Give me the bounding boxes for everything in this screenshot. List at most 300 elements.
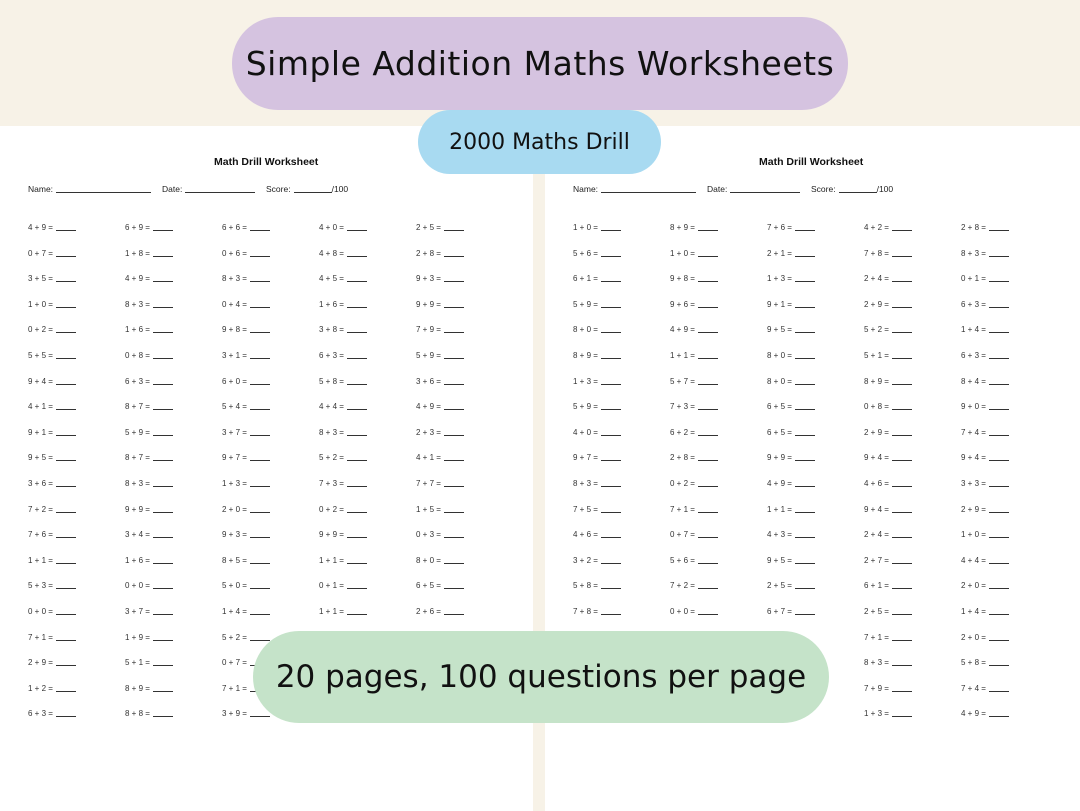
question-item (864, 505, 912, 514)
question-text: 2 + 9 = (961, 504, 986, 514)
question-item (961, 402, 1009, 411)
answer-blank (444, 274, 464, 282)
answer-blank (892, 479, 912, 487)
answer-blank (989, 684, 1009, 692)
question-text: 2 + 9 = (864, 427, 889, 437)
question-text: 0 + 6 = (222, 248, 247, 258)
question-item (28, 505, 76, 514)
banner-footer: 20 pages, 100 questions per page (275, 659, 807, 695)
answer-blank (795, 351, 815, 359)
question-text: 1 + 4 = (961, 607, 986, 616)
answer-blank (795, 325, 815, 333)
answer-blank (795, 556, 815, 564)
answer-blank (153, 633, 173, 641)
answer-blank (892, 223, 912, 231)
question-text: 0 + 0 = (28, 607, 53, 616)
question-item (416, 607, 464, 616)
question-text: 9 + 3 = (416, 274, 441, 284)
answer-blank (892, 428, 912, 436)
question-text: 4 + 5 = (319, 274, 344, 284)
answer-blank (795, 274, 815, 282)
question-item (961, 684, 1009, 693)
question-text: 9 + 5 = (767, 325, 792, 335)
question-item (125, 428, 173, 437)
answer-blank (56, 658, 76, 666)
question-item (28, 249, 76, 258)
question-text: 7 + 9 = (864, 683, 889, 693)
question-text: 5 + 7 = (670, 376, 695, 386)
question-item (28, 530, 76, 539)
question-text: 2 + 4 = (864, 274, 889, 284)
question-item (28, 658, 76, 667)
question-text: 7 + 2 = (28, 504, 53, 514)
question-item (28, 428, 76, 437)
question-text: 1 + 1 = (319, 555, 344, 565)
question-item (222, 505, 270, 514)
question-item (222, 223, 270, 232)
question-item (28, 607, 76, 616)
question-item (670, 274, 718, 283)
answer-blank (250, 556, 270, 564)
question-item (961, 377, 1009, 386)
question-item (319, 377, 367, 386)
question-item (125, 274, 173, 283)
question-text: 0 + 3 = (416, 530, 441, 540)
question-text: 5 + 3 = (28, 581, 53, 591)
question-item (767, 505, 815, 514)
question-text: 4 + 8 = (319, 248, 344, 258)
question-item (416, 249, 464, 258)
question-item (125, 581, 173, 590)
date-field (162, 183, 255, 194)
question-text: 5 + 9 = (573, 402, 598, 412)
question-item (864, 658, 912, 667)
question-text: 8 + 0 = (767, 376, 792, 386)
answer-blank (601, 607, 621, 615)
question-text: 1 + 6 = (319, 299, 344, 309)
question-text: 4 + 1 = (416, 453, 441, 463)
question-text: 4 + 2 = (864, 223, 889, 232)
answer-blank (892, 453, 912, 461)
question-text: 5 + 9 = (416, 351, 441, 360)
answer-blank (153, 453, 173, 461)
answer-blank (56, 274, 76, 282)
question-item (767, 300, 815, 309)
question-item (573, 428, 621, 437)
question-text: 4 + 9 = (125, 274, 150, 284)
name-label: Name: (573, 184, 599, 194)
answer-blank (698, 505, 718, 513)
question-item (864, 428, 912, 437)
question-item (319, 581, 367, 590)
question-item (670, 377, 718, 386)
question-item (222, 633, 270, 642)
question-text: 5 + 2 = (864, 325, 889, 335)
answer-blank (892, 709, 912, 717)
question-text: 1 + 5 = (416, 504, 441, 514)
question-item (28, 556, 76, 565)
question-item (767, 325, 815, 334)
question-item (28, 274, 76, 283)
answer-blank (347, 351, 367, 359)
question-text: 3 + 1 = (222, 351, 247, 360)
question-item (222, 428, 270, 437)
answer-blank (601, 402, 621, 410)
answer-blank (989, 274, 1009, 282)
question-item (573, 402, 621, 411)
answer-blank (795, 223, 815, 231)
question-text: 6 + 2 = (670, 427, 695, 437)
question-item (416, 274, 464, 283)
question-text: 1 + 8 = (125, 248, 150, 258)
answer-blank (56, 709, 76, 717)
question-text: 9 + 4 = (864, 504, 889, 514)
answer-blank (347, 453, 367, 461)
banner-title: Simple Addition Maths Worksheets (245, 44, 835, 83)
question-item (319, 556, 367, 565)
question-text: 0 + 0 = (670, 607, 695, 616)
worksheet-title: Math Drill Worksheet (759, 156, 864, 168)
answer-blank (153, 223, 173, 231)
question-item (670, 223, 718, 232)
answer-blank (153, 607, 173, 615)
answer-blank (989, 453, 1009, 461)
question-text: 1 + 0 = (28, 299, 53, 309)
answer-blank (56, 351, 76, 359)
title-banner (232, 17, 848, 110)
question-item (28, 402, 76, 411)
question-text: 9 + 5 = (28, 453, 53, 463)
answer-blank (698, 479, 718, 487)
question-item (319, 351, 367, 360)
question-item (125, 351, 173, 360)
answer-blank (892, 351, 912, 359)
question-item (961, 633, 1009, 642)
question-text: 8 + 0 = (573, 325, 598, 335)
answer-blank (795, 300, 815, 308)
question-item (767, 607, 815, 616)
question-text: 9 + 9 = (416, 299, 441, 309)
question-item (864, 530, 912, 539)
answer-blank (892, 274, 912, 282)
answer-blank (698, 556, 718, 564)
answer-blank (989, 633, 1009, 641)
question-text: 7 + 3 = (319, 479, 344, 488)
answer-blank (892, 607, 912, 615)
answer-blank (444, 607, 464, 615)
date-label: Date: (707, 184, 728, 194)
question-item (28, 479, 76, 488)
question-item (573, 530, 621, 539)
question-text: 5 + 0 = (222, 581, 247, 591)
answer-blank (250, 530, 270, 538)
question-text: 5 + 9 = (125, 427, 150, 437)
question-item (573, 249, 621, 258)
answer-blank (989, 402, 1009, 410)
answer-blank (698, 428, 718, 436)
question-item (28, 223, 76, 232)
question-item (319, 223, 367, 232)
answer-blank (347, 581, 367, 589)
question-text: 4 + 0 = (573, 427, 598, 437)
question-item (573, 351, 621, 360)
question-text: 9 + 7 = (573, 453, 598, 463)
answer-blank (601, 556, 621, 564)
answer-blank (347, 223, 367, 231)
question-text: 8 + 0 = (767, 351, 792, 360)
answer-blank (153, 428, 173, 436)
question-item (864, 300, 912, 309)
question-item (28, 351, 76, 360)
question-item (864, 351, 912, 360)
question-text: 0 + 2 = (28, 325, 53, 335)
answer-blank (989, 530, 1009, 538)
answer-blank (56, 633, 76, 641)
answer-blank (892, 402, 912, 410)
question-item (670, 530, 718, 539)
question-text: 3 + 9 = (222, 709, 247, 719)
question-item (767, 274, 815, 283)
question-item (670, 453, 718, 462)
question-text: 1 + 3 = (222, 479, 247, 488)
answer-blank (698, 274, 718, 282)
answer-blank (56, 607, 76, 615)
answer-blank (347, 556, 367, 564)
question-item (961, 274, 1009, 283)
question-text: 6 + 6 = (222, 223, 247, 232)
answer-blank (250, 325, 270, 333)
question-item (864, 709, 912, 718)
answer-blank (892, 325, 912, 333)
question-item (222, 556, 270, 565)
score-label: Score: (266, 184, 291, 194)
question-text: 6 + 5 = (416, 581, 441, 591)
question-text: 6 + 1 = (573, 274, 598, 284)
question-text: 3 + 8 = (319, 325, 344, 335)
question-text: 0 + 1 = (319, 581, 344, 591)
question-item (767, 479, 815, 488)
question-item (961, 505, 1009, 514)
question-text: 2 + 8 = (961, 223, 986, 232)
answer-blank (250, 300, 270, 308)
answer-blank (601, 581, 621, 589)
question-item (767, 556, 815, 565)
question-item (125, 505, 173, 514)
question-text: 2 + 5 = (864, 607, 889, 616)
question-item (767, 530, 815, 539)
question-item (125, 479, 173, 488)
question-text: 7 + 2 = (670, 581, 695, 591)
question-text: 4 + 6 = (573, 530, 598, 540)
question-item (125, 684, 173, 693)
answer-blank (989, 223, 1009, 231)
answer-blank (444, 351, 464, 359)
answer-blank (989, 709, 1009, 717)
question-text: 3 + 6 = (28, 479, 53, 488)
question-text: 6 + 9 = (125, 223, 150, 232)
subtitle-banner (418, 110, 661, 174)
question-item (416, 530, 464, 539)
question-text: 2 + 0 = (222, 504, 247, 514)
question-text: 8 + 0 = (416, 555, 441, 565)
question-item (961, 223, 1009, 232)
question-item (767, 402, 815, 411)
answer-blank (347, 300, 367, 308)
question-item (319, 249, 367, 258)
question-text: 8 + 3 = (125, 299, 150, 309)
name-field (28, 183, 151, 194)
question-item (961, 556, 1009, 565)
question-text: 7 + 4 = (961, 427, 986, 437)
answer-blank (56, 556, 76, 564)
answer-blank (892, 530, 912, 538)
question-item (319, 402, 367, 411)
question-item (416, 428, 464, 437)
answer-blank (892, 658, 912, 666)
answer-blank (892, 556, 912, 564)
question-text: 0 + 8 = (125, 351, 150, 360)
answer-blank (601, 377, 621, 385)
question-text: 3 + 7 = (125, 607, 150, 616)
question-item (28, 709, 76, 718)
question-item (767, 377, 815, 386)
question-text: 3 + 6 = (416, 376, 441, 386)
question-item (864, 479, 912, 488)
answer-blank (698, 351, 718, 359)
question-item (222, 607, 270, 616)
question-text: 7 + 1 = (864, 632, 889, 642)
answer-blank (250, 351, 270, 359)
answer-blank (347, 274, 367, 282)
question-item (222, 377, 270, 386)
answer-blank (698, 223, 718, 231)
question-text: 3 + 2 = (573, 555, 598, 565)
question-text: 9 + 7 = (222, 453, 247, 463)
question-text: 5 + 8 = (573, 581, 598, 591)
question-item (670, 428, 718, 437)
question-text: 1 + 0 = (670, 248, 695, 258)
score-field (811, 183, 893, 194)
question-text: 8 + 3 = (222, 274, 247, 284)
answer-blank (56, 684, 76, 692)
question-text: 6 + 3 = (961, 299, 986, 309)
answer-blank (444, 556, 464, 564)
question-item (319, 300, 367, 309)
answer-blank (795, 453, 815, 461)
question-text: 2 + 7 = (864, 555, 889, 565)
answer-blank (347, 377, 367, 385)
question-text: 1 + 4 = (961, 325, 986, 335)
question-item (222, 581, 270, 590)
question-text: 5 + 6 = (670, 555, 695, 565)
answer-blank (601, 274, 621, 282)
question-text: 1 + 1 = (767, 504, 792, 514)
answer-blank (347, 249, 367, 257)
answer-blank (795, 377, 815, 385)
question-item (961, 658, 1009, 667)
question-item (573, 377, 621, 386)
question-item (573, 556, 621, 565)
question-text: 1 + 1 = (670, 351, 695, 360)
question-item (573, 223, 621, 232)
question-item (961, 709, 1009, 718)
question-item (28, 377, 76, 386)
answer-blank (56, 505, 76, 513)
question-text: 7 + 8 = (573, 607, 598, 616)
question-text: 8 + 3 = (125, 479, 150, 488)
answer-blank (347, 402, 367, 410)
answer-blank (153, 325, 173, 333)
question-text: 2 + 5 = (767, 581, 792, 591)
answer-blank (795, 581, 815, 589)
answer-blank (444, 505, 464, 513)
question-item (573, 505, 621, 514)
answer-blank (347, 479, 367, 487)
answer-blank (153, 556, 173, 564)
answer-blank (347, 325, 367, 333)
question-text: 2 + 9 = (28, 658, 53, 668)
question-item (125, 658, 173, 667)
question-text: 5 + 2 = (222, 632, 247, 642)
question-text: 7 + 1 = (670, 504, 695, 514)
question-text: 7 + 1 = (222, 683, 247, 693)
answer-blank (444, 428, 464, 436)
question-item (573, 325, 621, 334)
question-item (670, 300, 718, 309)
question-text: 9 + 9 = (767, 453, 792, 463)
question-item (416, 479, 464, 488)
answer-blank (698, 530, 718, 538)
question-item (864, 249, 912, 258)
question-item (573, 479, 621, 488)
question-text: 6 + 3 = (28, 709, 53, 719)
question-item (416, 453, 464, 462)
question-item (416, 377, 464, 386)
score-total: /100 (876, 184, 894, 194)
question-item (222, 351, 270, 360)
question-item (28, 300, 76, 309)
answer-blank (444, 249, 464, 257)
question-item (864, 402, 912, 411)
question-text: 7 + 8 = (864, 248, 889, 258)
answer-blank (795, 607, 815, 615)
question-text: 2 + 9 = (864, 299, 889, 309)
answer-blank (347, 428, 367, 436)
question-item (961, 351, 1009, 360)
question-text: 3 + 3 = (961, 479, 986, 488)
answer-blank (153, 274, 173, 282)
question-item (670, 556, 718, 565)
question-item (864, 581, 912, 590)
question-item (319, 505, 367, 514)
question-text: 8 + 5 = (222, 555, 247, 565)
question-text: 8 + 3 = (573, 479, 598, 488)
answer-blank (601, 530, 621, 538)
answer-blank (989, 300, 1009, 308)
question-item (125, 607, 173, 616)
question-text: 0 + 1 = (961, 274, 986, 284)
question-item (670, 325, 718, 334)
question-text: 5 + 8 = (319, 376, 344, 386)
answer-blank (795, 428, 815, 436)
question-text: 1 + 2 = (28, 683, 53, 693)
answer-blank (153, 658, 173, 666)
question-text: 8 + 3 = (864, 658, 889, 668)
answer-blank (989, 325, 1009, 333)
answer-blank (444, 325, 464, 333)
answer-blank (698, 325, 718, 333)
answer-blank (153, 530, 173, 538)
